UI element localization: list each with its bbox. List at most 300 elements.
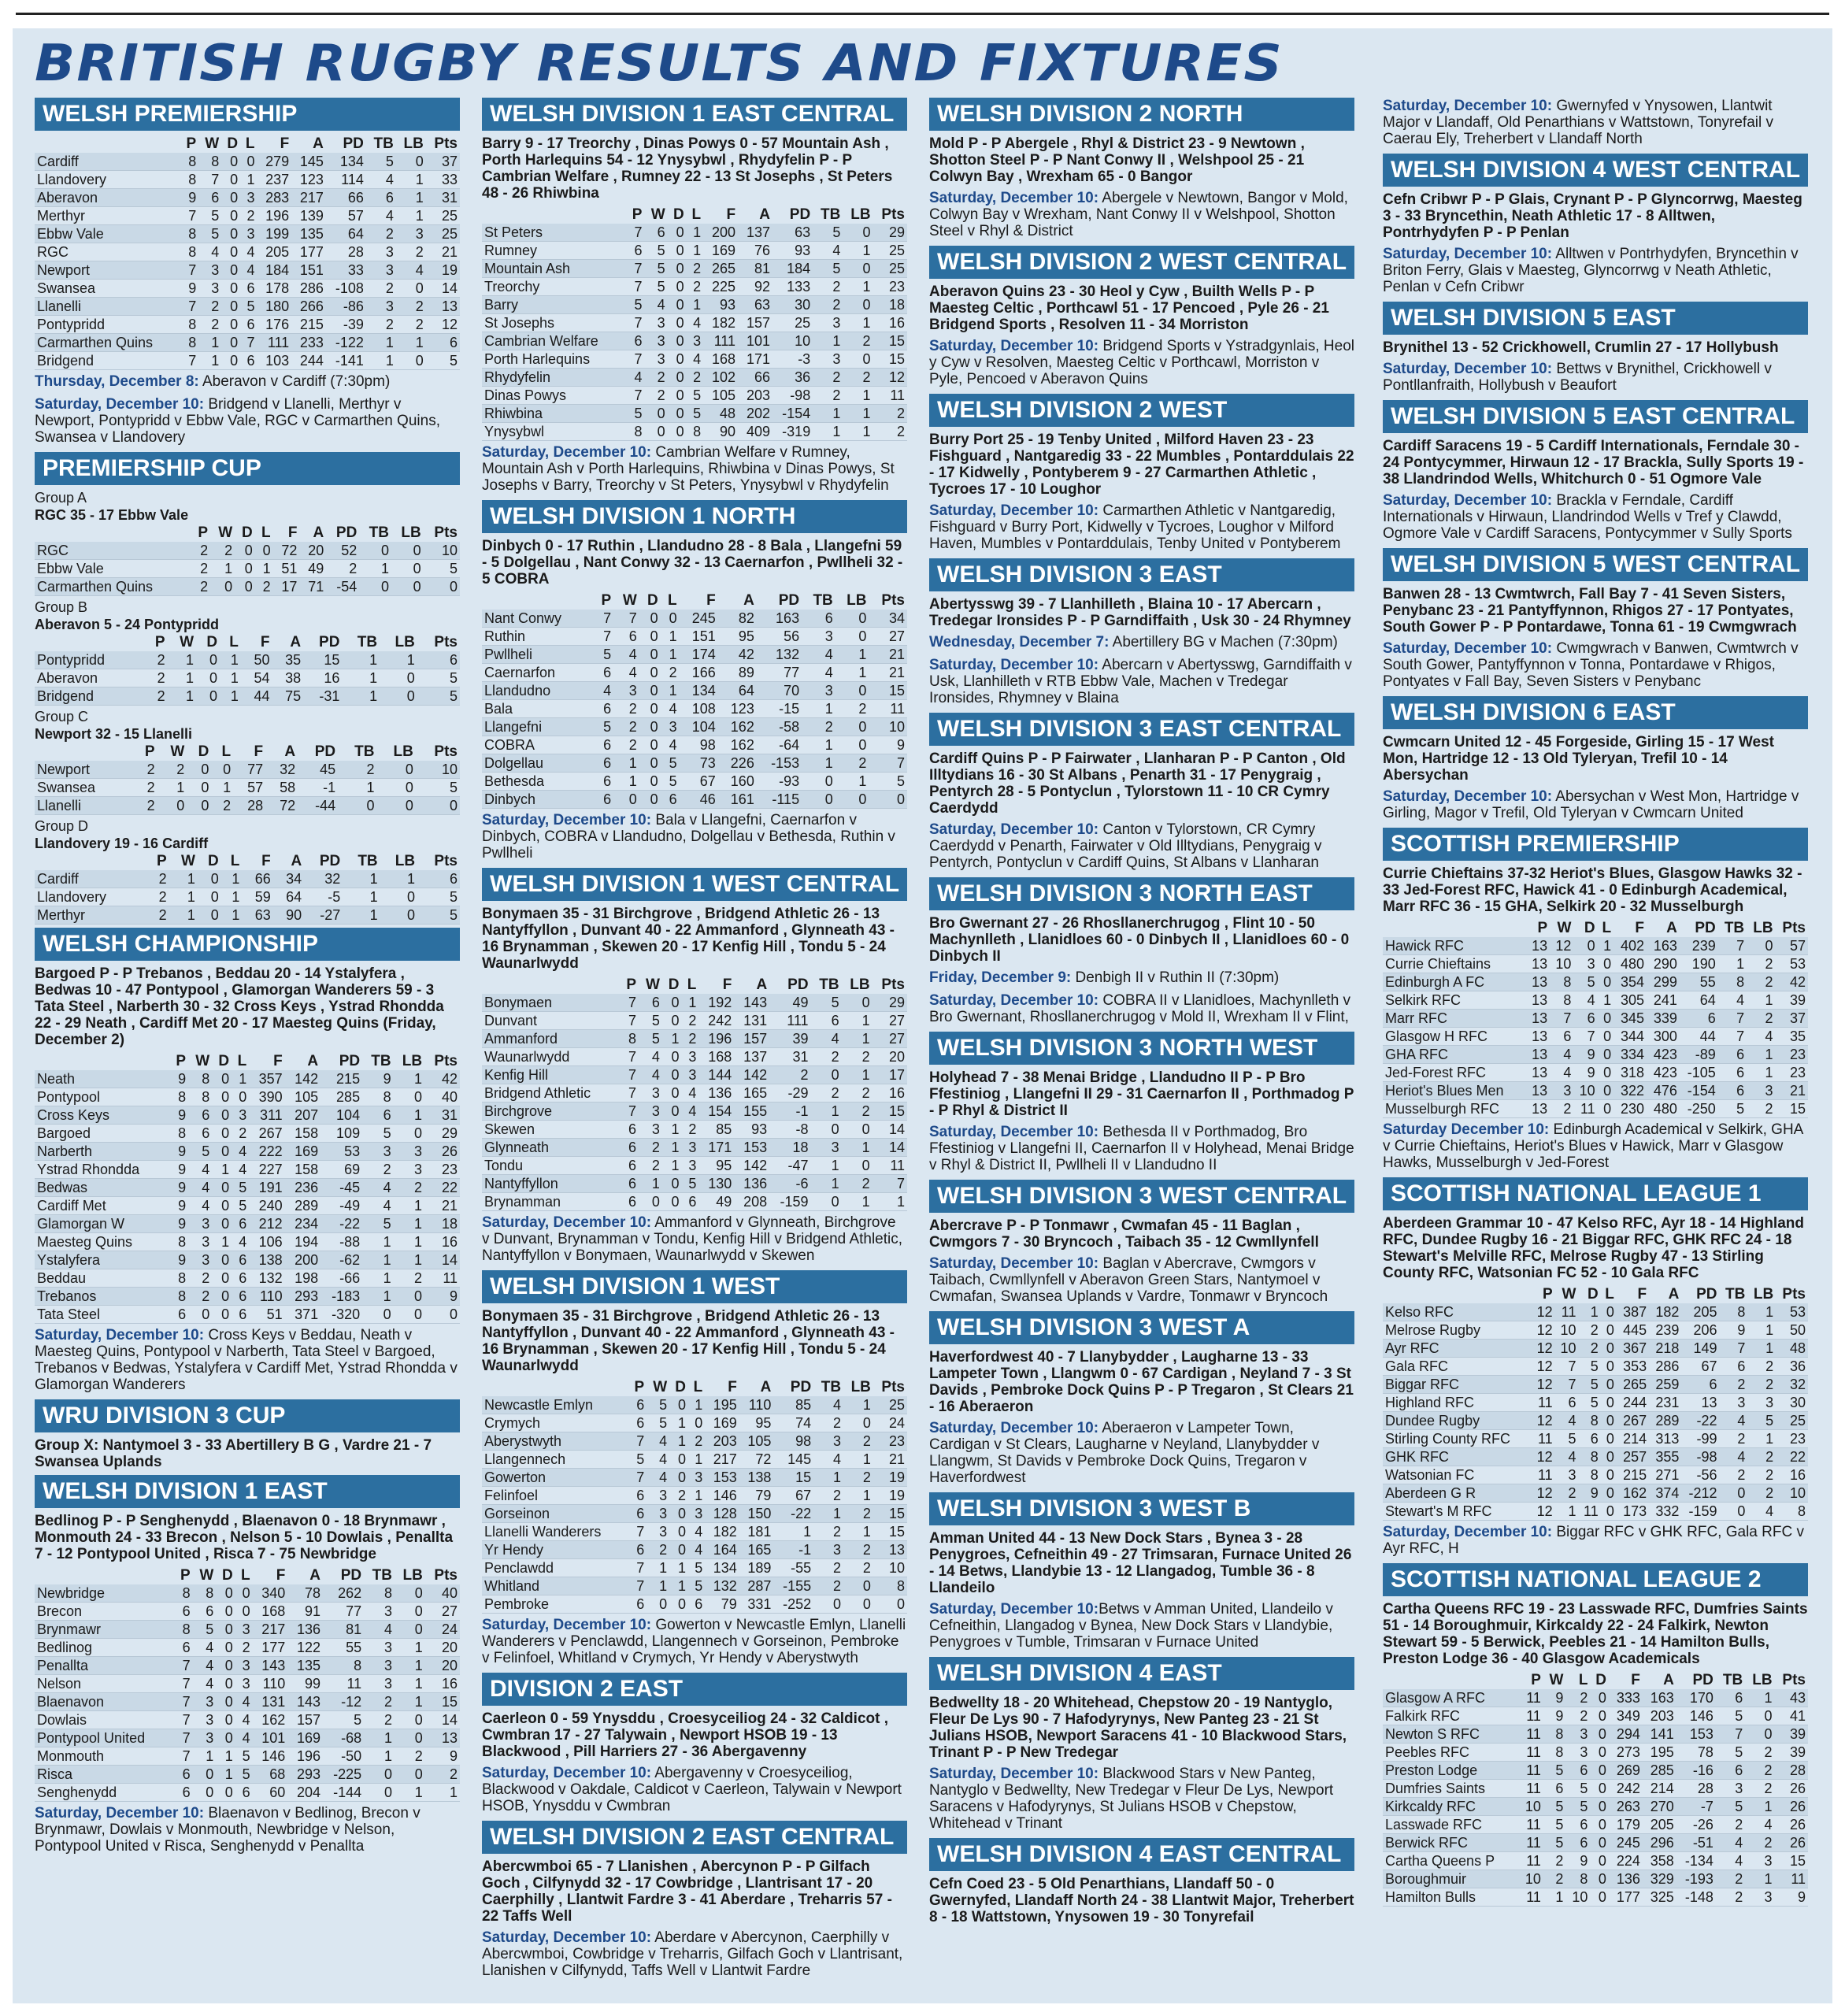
- stat-cell: 21: [869, 646, 907, 664]
- header-team: [35, 743, 134, 761]
- stat-cell: -29: [769, 1084, 810, 1102]
- stat-cell: 7: [621, 1066, 639, 1084]
- stat-cell: 3: [1565, 1725, 1590, 1744]
- column-header: W: [1557, 920, 1572, 936]
- stat-cell: 4: [1745, 1816, 1774, 1834]
- stat-cell: 13: [1526, 1028, 1550, 1046]
- stat-cell: 234: [285, 1215, 320, 1233]
- stat-cell: 142: [734, 1066, 769, 1084]
- stat-cell: 3: [240, 189, 257, 207]
- table-row: [35, 560, 460, 578]
- stat-cell: 194: [285, 1233, 320, 1251]
- stat-cell: 2: [1747, 973, 1775, 991]
- stat-cell: 7: [621, 1084, 639, 1102]
- stat-cell: 44: [1680, 1028, 1718, 1046]
- stat-cell: 1: [835, 664, 869, 682]
- welsh-div5-east-results: Brynithel 13 - 52 Crickhowell, Crumlin 27 - 17 Hollybush: [1383, 339, 1779, 356]
- stat-cell: 0: [193, 1784, 217, 1802]
- stat-cell: 0: [255, 542, 273, 560]
- stat-cell: 137: [738, 224, 772, 242]
- stat-cell: 6: [240, 280, 257, 298]
- stat-cell: 3: [1745, 1888, 1774, 1907]
- stat-cell: 1: [364, 1729, 395, 1747]
- stat-cell: 5: [687, 387, 703, 405]
- stat-cell: 105: [285, 1088, 320, 1106]
- stat-cell: 0: [212, 1269, 232, 1288]
- stat-cell: 340: [253, 1584, 288, 1603]
- team-name: Skewen: [482, 1121, 621, 1139]
- stat-cell: 2: [811, 1048, 842, 1066]
- column-header: F: [728, 1379, 737, 1395]
- stat-cell: 2: [873, 423, 907, 441]
- stat-cell: 4: [681, 1102, 698, 1121]
- stat-cell: 4: [1747, 1028, 1775, 1046]
- stat-cell: -88: [320, 1233, 362, 1251]
- table-header-row: [35, 634, 460, 651]
- table-row: [35, 1747, 460, 1766]
- stat-cell: 196: [287, 1747, 323, 1766]
- stat-cell: 92: [738, 278, 772, 296]
- stat-cell: 6: [627, 332, 645, 350]
- stat-cell: 226: [718, 754, 757, 773]
- team-name: Llangennech: [482, 1451, 629, 1469]
- stat-cell: 6: [1716, 1689, 1745, 1707]
- stat-cell: 2: [1747, 1376, 1776, 1394]
- table-row: [35, 1584, 460, 1603]
- team-name: Carmarthen Quins: [35, 334, 181, 352]
- column-header: L: [693, 1379, 703, 1395]
- stat-cell: 3: [188, 1251, 212, 1269]
- stat-cell: 26: [424, 1143, 460, 1161]
- stat-cell: 1: [396, 171, 426, 189]
- stat-cell: 0: [1590, 1888, 1609, 1907]
- stat-cell: 5: [661, 773, 680, 791]
- table-row: [35, 1251, 460, 1269]
- scottish-premiership-fixtures: Saturday December 10: Edinburgh Academical v Selkirk, GHA v Currie Chieftains, Heriot's Blues v Hawick, Marr v Glasgow Hawks, Musselburgh v Jed-Forest: [1383, 1121, 1803, 1171]
- column-header: D: [672, 206, 684, 223]
- welsh-div3-east-results: Abertysswg 39 - 7 Llanhilleth , Blaina 10 - 17 Abercarn , Tredegar Ironsides P - P Garndiffaith , Usk 30 - 24 Rhymney: [929, 596, 1351, 629]
- stat-cell: 1: [835, 646, 869, 664]
- stat-cell: 39: [1776, 991, 1808, 1010]
- table-row: [1383, 991, 1808, 1010]
- stat-cell: 198: [285, 1269, 320, 1288]
- stat-cell: 0: [221, 189, 240, 207]
- stat-cell: 0: [668, 350, 687, 369]
- team-name: Brecon: [35, 1603, 174, 1621]
- header-team: [35, 135, 181, 153]
- stat-cell: 9: [1775, 1888, 1808, 1907]
- column-header: W: [205, 135, 220, 152]
- stat-cell: 0: [668, 387, 687, 405]
- table-row: [35, 316, 460, 334]
- division2-east-heading: DIVISION 2 EAST: [482, 1673, 907, 1706]
- stat-cell: 2: [1747, 1466, 1776, 1484]
- stat-cell: 95: [698, 1157, 734, 1175]
- column-header: L: [237, 1053, 247, 1069]
- stat-cell: 3: [366, 298, 396, 316]
- stat-cell: 101: [253, 1729, 288, 1747]
- stat-cell: -44: [298, 797, 338, 815]
- team-name: Glasgow H RFC: [1383, 1028, 1526, 1046]
- stat-cell: 7: [629, 1523, 647, 1541]
- stat-cell: 4: [198, 243, 221, 261]
- stat-cell: 0: [364, 1766, 395, 1784]
- stat-cell: 20: [425, 1657, 460, 1675]
- stat-cell: 6: [188, 1125, 212, 1143]
- stat-cell: 2: [1719, 1430, 1747, 1448]
- stat-cell: 480: [1647, 1100, 1680, 1118]
- stat-cell: 0: [395, 1584, 425, 1603]
- stat-cell: 7: [174, 1657, 192, 1675]
- stat-cell: 283: [257, 189, 292, 207]
- stat-cell: 29: [424, 1125, 460, 1143]
- stat-cell: 270: [1643, 1798, 1676, 1816]
- team-name: Gala RFC: [1383, 1358, 1532, 1376]
- welsh-div1-west-heading: WELSH DIVISION 1 WEST: [482, 1270, 907, 1303]
- stat-cell: 9: [181, 280, 199, 298]
- table-header-row: [482, 592, 907, 610]
- stat-cell: 217: [253, 1621, 288, 1639]
- stat-cell: 0: [669, 1595, 688, 1614]
- stat-cell: 5: [366, 153, 396, 171]
- stat-cell: 2: [646, 1541, 669, 1559]
- stat-cell: 12: [1532, 1303, 1555, 1321]
- stat-cell: -47: [769, 1157, 810, 1175]
- column-header: A: [1663, 1672, 1674, 1688]
- stat-cell: 2: [198, 316, 221, 334]
- team-name: Currie Chieftains: [1383, 955, 1526, 973]
- stat-cell: 2: [1747, 1010, 1775, 1028]
- table-row: [482, 646, 907, 664]
- stat-cell: 11: [1573, 1100, 1597, 1118]
- stat-cell: 2: [1565, 1689, 1590, 1707]
- stat-cell: 98: [773, 1432, 813, 1451]
- stat-cell: 15: [869, 682, 907, 700]
- welsh-div5-west-central-heading: WELSH DIVISION 5 WEST CENTRAL: [1383, 548, 1808, 581]
- stat-cell: 299: [1647, 973, 1680, 991]
- stat-cell: 2: [669, 1487, 688, 1505]
- stat-cell: 16: [872, 1084, 907, 1102]
- stat-cell: 0: [212, 1215, 232, 1233]
- welsh-div5-east-central-results: Cardiff Saracens 19 - 5 Cardiff Internationals, Ferndale 30 - 24 Pontycymmer, Hirwaun 12 - 17 Brackla, Sully Sports 19 - 38 Llandrindod Wells, Whitchurch 0 - 51 Ogmore Vale: [1383, 438, 1804, 487]
- stat-cell: 3: [394, 1143, 424, 1161]
- welsh-div2-north-heading: WELSH DIVISION 2 NORTH: [929, 98, 1354, 131]
- stat-cell: 0: [669, 1541, 688, 1559]
- stat-cell: 265: [1617, 1376, 1649, 1394]
- stat-cell: 5: [1543, 1834, 1566, 1852]
- stat-cell: 0: [380, 906, 417, 925]
- stat-cell: 0: [212, 1125, 232, 1143]
- team-name: Cardiff: [35, 870, 146, 888]
- stat-cell: 1: [669, 1559, 688, 1577]
- stat-cell: 5: [1747, 1412, 1776, 1430]
- stat-cell: 82: [718, 610, 757, 628]
- stat-cell: 70: [757, 682, 802, 700]
- stat-cell: 91: [287, 1603, 323, 1621]
- stat-cell: 145: [291, 153, 326, 171]
- stat-cell: 4: [661, 736, 680, 754]
- table-row: [482, 754, 907, 773]
- stat-cell: 0: [1719, 1503, 1747, 1521]
- stat-cell: -1: [773, 1541, 813, 1559]
- stat-cell: 53: [1776, 955, 1808, 973]
- stat-cell: 10: [1555, 1321, 1579, 1340]
- stat-cell: 3: [188, 1215, 212, 1233]
- welsh-premiership-fixtures-thu: Thursday, December 8: Aberavon v Cardiff (7:30pm): [35, 373, 391, 390]
- stat-cell: 313: [1649, 1430, 1681, 1448]
- stat-cell: 111: [257, 334, 292, 352]
- table-row: [35, 153, 460, 171]
- team-name: Dolgellau: [482, 754, 594, 773]
- team-name: Merthyr: [35, 906, 146, 925]
- stat-cell: 1: [157, 779, 187, 797]
- table-row: [35, 1621, 460, 1639]
- stat-cell: 0: [210, 578, 235, 596]
- stat-cell: 28: [233, 797, 265, 815]
- column-header: D: [668, 976, 680, 993]
- stat-cell: 0: [211, 761, 233, 779]
- stat-cell: 239: [1649, 1321, 1681, 1340]
- stat-cell: 31: [769, 1048, 810, 1066]
- stat-cell: 165: [739, 1541, 774, 1559]
- welsh-div3-west-a-heading: WELSH DIVISION 3 WEST A: [929, 1311, 1354, 1344]
- column-header: A: [291, 853, 302, 869]
- stat-cell: 2: [188, 1269, 212, 1288]
- stat-cell: 21: [1776, 1082, 1808, 1100]
- stat-cell: 1: [1747, 1064, 1775, 1082]
- stat-cell: 6: [1716, 1762, 1745, 1780]
- column-header: L: [229, 634, 239, 650]
- welsh-div3-west-b-fixtures: Saturday, December 10:Betws v Amman United, Llandeilo v Cefneithin, Llangadog v Bynea, New Dock Stars v Llandybie, Penygroes v Tumble, Trimsaran v Furnace United: [929, 1601, 1333, 1651]
- table-row: [35, 651, 460, 669]
- stat-cell: -144: [323, 1784, 364, 1802]
- team-name: Risca: [35, 1766, 174, 1784]
- division2-east-results: Caerleon 0 - 59 Ynysddu , Croesyceiliog 24 - 32 Caldicot , Cwmbran 17 - 27 Talywain , Newport HSOB 19 - 13 Blackwood , Pill Harriers 27 - 36 Abergavenny: [482, 1710, 888, 1760]
- stat-cell: 93: [772, 242, 813, 260]
- stat-cell: 43: [1775, 1689, 1808, 1707]
- stat-cell: 49: [769, 994, 810, 1012]
- stat-cell: 0: [221, 316, 240, 334]
- stat-cell: 170: [1676, 1689, 1716, 1707]
- stat-cell: 161: [718, 791, 757, 809]
- stat-cell: 37: [1776, 1010, 1808, 1028]
- table-row: [482, 405, 907, 423]
- stat-cell: 1: [1745, 1870, 1774, 1888]
- stat-cell: 12: [426, 316, 460, 334]
- table-row: [35, 761, 460, 779]
- stat-cell: 267: [249, 1125, 284, 1143]
- stat-cell: 9: [170, 1106, 189, 1125]
- stat-cell: 14: [424, 1251, 460, 1269]
- stat-cell: 131: [253, 1693, 288, 1711]
- stat-cell: -15: [757, 700, 802, 718]
- stat-cell: 2: [681, 1012, 698, 1030]
- stat-cell: -250: [1680, 1100, 1718, 1118]
- stat-cell: 3: [646, 1487, 669, 1505]
- team-name: GHK RFC: [1383, 1448, 1532, 1466]
- team-name: Bonymaen: [482, 994, 621, 1012]
- stat-cell: 2: [395, 1747, 425, 1766]
- welsh-div3-east-central-results: Cardiff Quins P - P Fairwater , Llanharan P - P Canton , Old Illtydians 16 - 30 St Albans , Penarth 31 - 17 Penygraig , Pentyrch 28 - 5 Pontyclun , Tylorstown 11 - 10 CR Cymry Caerdydd: [929, 750, 1346, 817]
- stat-cell: 3: [198, 280, 221, 298]
- stat-cell: -7: [1676, 1798, 1716, 1816]
- stat-cell: -58: [757, 718, 802, 736]
- stat-cell: 5: [1578, 1394, 1600, 1412]
- stat-cell: 2: [1747, 1484, 1776, 1503]
- column-header: TB: [354, 743, 375, 760]
- stat-cell: 66: [738, 369, 772, 387]
- stat-cell: 7: [621, 1048, 639, 1066]
- stat-cell: 0: [193, 1766, 217, 1784]
- stat-cell: 241: [1647, 991, 1680, 1010]
- stat-cell: -148: [1676, 1888, 1716, 1907]
- stat-cell: 1: [364, 1747, 395, 1766]
- stat-cell: 7: [1555, 1376, 1579, 1394]
- stat-cell: 0: [1598, 1064, 1613, 1082]
- stat-cell: 78: [287, 1584, 323, 1603]
- stat-cell: -154: [772, 405, 813, 423]
- stat-cell: 0: [668, 278, 687, 296]
- stat-cell: 160: [718, 773, 757, 791]
- stat-cell: 0: [835, 791, 869, 809]
- column-header: LB: [850, 206, 871, 223]
- table-row: [35, 1306, 460, 1324]
- stat-cell: 19: [426, 261, 460, 280]
- table-row: [35, 189, 460, 207]
- table-row: [35, 1639, 460, 1657]
- stat-cell: -62: [320, 1251, 362, 1269]
- stat-cell: 0: [639, 610, 661, 628]
- stat-cell: 0: [688, 1414, 705, 1432]
- column-header: PD: [314, 743, 336, 760]
- stat-cell: 25: [873, 242, 907, 260]
- stat-cell: 8: [621, 1030, 639, 1048]
- welsh-div1-east-central-results: Barry 9 - 17 Treorchy , Dinas Powys 0 - 57 Mountain Ash , Porth Harlequins 54 - 12 Ynysybwl , Rhydyfelin P - P Cambrian Welfare , Rumney 22 - 13 St Josephs , St Peters 48 - 26 Rhiwbina: [482, 135, 893, 202]
- stat-cell: 374: [1649, 1484, 1681, 1503]
- stat-cell: 18: [873, 296, 907, 314]
- stat-cell: 244: [1617, 1394, 1649, 1412]
- stat-cell: 0: [212, 1088, 232, 1106]
- stat-cell: 331: [739, 1595, 774, 1614]
- stat-cell: 0: [668, 224, 687, 242]
- stat-cell: 142: [734, 1157, 769, 1175]
- stat-cell: 6: [188, 1106, 212, 1125]
- table-row: [35, 225, 460, 243]
- stat-cell: 6: [1550, 1028, 1573, 1046]
- stat-cell: 5: [1573, 973, 1597, 991]
- stat-cell: 0: [212, 1143, 232, 1161]
- stat-cell: -154: [1680, 1082, 1718, 1100]
- welsh-div5-west-central-fixtures: Saturday, December 10: Cwmgwrach v Banwen, Cwmtwrch v South Gower, Pantyffynnon v Tonna, Pontardawe v Rhigos, Pontyates v Fall Bay, Seven Sisters v Penybanc: [1383, 640, 1799, 690]
- welsh-div1-north-fixtures: Saturday, December 10: Bala v Llangefni, Caernarfon v Dinbych, COBRA v Llandudno, Dolgellau v Bethesda, Ruthin v Pwllheli: [482, 812, 895, 862]
- stat-cell: 1: [813, 1505, 843, 1523]
- team-name: Llandovery: [35, 888, 146, 906]
- stat-cell: 1: [662, 1139, 682, 1157]
- column-header: P: [176, 1053, 187, 1069]
- stat-cell: 7: [181, 207, 199, 225]
- stat-cell: 1: [688, 1487, 705, 1505]
- header-team: [1383, 1672, 1519, 1689]
- stat-cell: 7: [872, 1175, 907, 1193]
- stat-cell: 1: [342, 669, 380, 687]
- stat-cell: 0: [668, 260, 687, 278]
- stat-cell: 3: [364, 1675, 395, 1693]
- welsh-div2-east-central-heading: WELSH DIVISION 2 EAST CENTRAL: [482, 1821, 907, 1854]
- team-name: Brynamman: [482, 1193, 621, 1211]
- stat-cell: 0: [395, 1766, 425, 1784]
- column-header: Pts: [1782, 920, 1806, 936]
- stat-cell: 7: [1550, 1010, 1573, 1028]
- stat-cell: 1: [380, 651, 417, 669]
- table-row: [35, 1125, 460, 1143]
- team-name: Cartha Queens P: [1383, 1852, 1519, 1870]
- table-row: [35, 1675, 460, 1693]
- stat-cell: 196: [257, 207, 292, 225]
- stat-cell: -212: [1681, 1484, 1719, 1503]
- stat-cell: 0: [1601, 1321, 1617, 1340]
- team-name: Kelso RFC: [1383, 1303, 1532, 1321]
- stat-cell: 4: [661, 700, 680, 718]
- stat-cell: 4: [232, 1143, 249, 1161]
- stat-cell: 10: [424, 542, 460, 560]
- stat-cell: 21: [426, 243, 460, 261]
- stat-cell: 163: [757, 610, 802, 628]
- stat-cell: 4: [232, 1233, 249, 1251]
- column-header: D: [1587, 1286, 1599, 1303]
- stat-cell: 2: [681, 1030, 698, 1048]
- column-header: A: [284, 743, 296, 760]
- stat-cell: 11: [873, 387, 907, 405]
- team-name: Ayr RFC: [1383, 1340, 1532, 1358]
- stat-cell: 35: [272, 651, 303, 669]
- stat-cell: 2: [1716, 1816, 1745, 1834]
- stat-cell: 11: [1519, 1816, 1543, 1834]
- stat-cell: 1: [773, 1523, 813, 1541]
- stat-cell: 24: [425, 1621, 460, 1639]
- stat-cell: 0: [362, 1306, 393, 1324]
- stat-cell: 8: [1578, 1412, 1600, 1430]
- stat-cell: 102: [703, 369, 738, 387]
- welsh-div2-west-fixtures: Saturday, December 10: Carmarthen Athletic v Nantgaredig, Fishguard v Burry Port, Kidwelly v Tycroes, Loughor v Milford Haven, Mumbles v Pontarddulais, Tenby United v Pontyberem: [929, 502, 1341, 552]
- stat-cell: -319: [772, 423, 813, 441]
- stat-cell: 3: [1716, 1780, 1745, 1798]
- stat-cell: 1: [843, 278, 872, 296]
- column-header: A: [759, 206, 770, 223]
- stat-cell: 1: [359, 560, 391, 578]
- stat-cell: 153: [1676, 1725, 1716, 1744]
- team-name: Highland RFC: [1383, 1394, 1532, 1412]
- stat-cell: 2: [843, 1505, 873, 1523]
- stat-cell: 300: [1647, 1028, 1680, 1046]
- column-header: D: [198, 743, 209, 760]
- table-row: [35, 870, 460, 888]
- stat-cell: 9: [170, 1215, 189, 1233]
- stat-cell: 15: [1775, 1852, 1808, 1870]
- stat-cell: 1: [394, 1215, 424, 1233]
- stat-cell: 0: [216, 1639, 235, 1657]
- stat-cell: 0: [187, 779, 211, 797]
- stat-cell: 0: [669, 1469, 688, 1487]
- team-name: Aberystwyth: [482, 1432, 629, 1451]
- table-row: [35, 1766, 460, 1784]
- column-3: [929, 94, 1354, 1930]
- team-name: Kirkcaldy RFC: [1383, 1798, 1519, 1816]
- header-team: [35, 1567, 174, 1584]
- table-row: [1383, 1394, 1808, 1412]
- stat-cell: -141: [326, 352, 366, 370]
- stat-cell: 0: [668, 405, 687, 423]
- team-name: Ebbw Vale: [35, 225, 181, 243]
